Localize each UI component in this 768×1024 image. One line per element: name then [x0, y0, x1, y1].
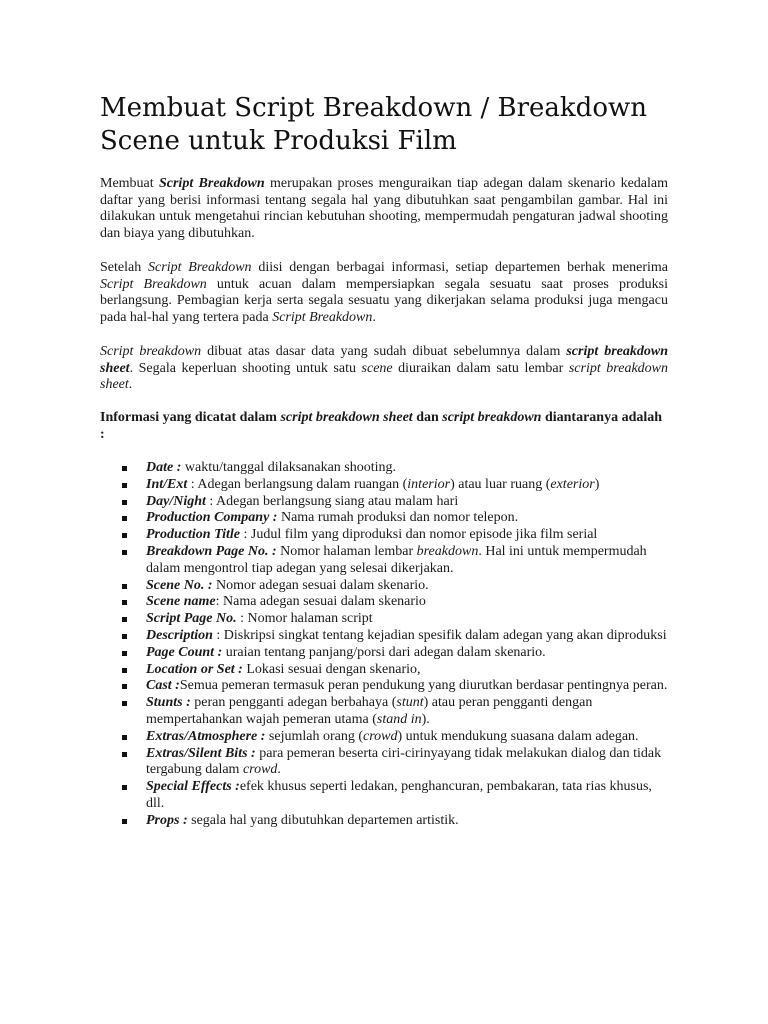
list-item [120, 695, 668, 729]
item-term: Cast : [146, 678, 180, 694]
intro-paragraph [100, 176, 668, 243]
list-item [120, 494, 668, 511]
list-item [120, 628, 668, 645]
item-description: : Judul film yang diproduksi dan nomor episode jika film serial [239, 527, 598, 543]
square-bullet-icon [122, 466, 127, 471]
page-title: Membuat Script Breakdown / Breakdown Scene untuk Produksi Film [100, 93, 647, 156]
square-bullet-icon [122, 500, 127, 505]
item-description: waktu/tanggal dilaksanakan shooting. [181, 460, 397, 475]
square-bullet-icon [122, 483, 127, 488]
item-description: Nama rumah produksi dan nomor telepon. [277, 510, 519, 526]
item-term: Scene name [146, 594, 216, 610]
item-description: : Nama adegan sesuai dalam skenario [215, 594, 426, 610]
item-description: ) [594, 476, 600, 492]
item-description: ). [421, 711, 430, 727]
emphasis-text: stunt [396, 695, 424, 711]
item-description: . [277, 762, 281, 778]
list-item [120, 645, 668, 662]
emphasis-text: stand in [376, 711, 422, 727]
text-run: diantaranya adalah : [100, 410, 663, 442]
text-run: dan [412, 410, 443, 425]
item-description: Semua pemeran termasuk peran pendukung yang diurutkan berdasar pentingnya peran. [179, 678, 668, 694]
emphasis-text: Script Breakdown [100, 276, 207, 292]
text-run: diisi dengan berbagai informasi, setiap departemen berhak menerima [251, 260, 668, 275]
text-run: Membuat [100, 176, 159, 191]
item-description: . Hal ini untuk mempermudah dalam mengontrol tiap adegan yang selesai dikerjakan. [146, 543, 647, 576]
emphasis-text: Script breakdown [100, 344, 202, 359]
item-description: Nomor adegan sesuai dalam skenario. [212, 577, 429, 593]
emphasis-text: exterior [550, 476, 595, 492]
emphasis-text: scene [361, 360, 393, 376]
item-description: : Adegan berlangsung dalam ruangan ( [187, 476, 408, 492]
text-run: Informasi yang dicatat dalam [100, 410, 281, 425]
emphasis-text: breakdown [416, 543, 479, 559]
square-bullet-icon [122, 785, 127, 790]
square-bullet-icon [122, 819, 127, 824]
list-item [120, 510, 668, 527]
list-item [120, 779, 668, 813]
item-term: Page Count : [146, 644, 223, 660]
square-bullet-icon [122, 634, 127, 639]
item-description: ) untuk mendukung suasana dalam adegan. [397, 728, 639, 744]
square-bullet-icon [122, 735, 127, 740]
item-term: Breakdown Page No. : [146, 543, 277, 559]
item-term: Script Page No. [146, 611, 237, 627]
item-term: Production Company : [146, 510, 278, 526]
list-item [120, 594, 668, 611]
text-run: . [372, 310, 376, 326]
item-term: Extras/Atmosphere : [146, 728, 266, 744]
list-item [120, 678, 668, 695]
emphasis-text: Script Breakdown [158, 176, 265, 191]
item-description: peran pengganti adegan berbahaya ( [190, 695, 397, 711]
square-bullet-icon [122, 600, 127, 605]
item-term: Special Effects : [146, 779, 240, 795]
list-item [120, 527, 668, 544]
item-term: Scene No. : [146, 577, 213, 593]
square-bullet-icon [122, 617, 127, 622]
square-bullet-icon [122, 684, 127, 689]
item-term: Production Title [146, 527, 240, 543]
emphasis-text: crowd [242, 762, 278, 778]
text-run: . Segala keperluan shooting untuk satu [129, 360, 362, 376]
item-description: Lokasi sesuai dengan skenario, [242, 661, 421, 677]
emphasis-text: crowd [363, 728, 398, 744]
department-paragraph [100, 260, 668, 327]
item-description: uraian tentang panjang/porsi dari adegan dalam skenario. [222, 644, 546, 660]
square-bullet-icon [122, 651, 127, 656]
text-run: untuk acuan dalam mempersiapkan segala sesuatu saat proses produksi berlangsung. Pembagian kerja serta segala sesuatu yang dikerjakan selama produksi juga mengacu pada hal-hal yang tertera pada [100, 276, 668, 326]
text-run: Setelah [100, 260, 149, 275]
item-description: para pemeran beserta ciri-cirinyayang tidak melakukan dialog dan tidak tergabung dalam [146, 745, 662, 778]
square-bullet-icon [122, 584, 127, 589]
list-item [120, 544, 668, 578]
square-bullet-icon [122, 701, 127, 706]
square-bullet-icon [122, 516, 127, 521]
item-description: : Nomor halaman script [236, 611, 373, 627]
emphasis-text: Script Breakdown [272, 310, 373, 326]
square-bullet-icon [122, 550, 127, 555]
sheet-paragraph [100, 344, 668, 394]
emphasis-text: script breakdown sheet [280, 410, 413, 425]
strong-emphasis-text: script breakdown sheet [100, 344, 668, 376]
list-item [120, 746, 668, 780]
square-bullet-icon [122, 668, 127, 673]
item-description: sejumlah orang ( [265, 728, 363, 744]
item-term: Day/Night [146, 493, 206, 509]
square-bullet-icon [122, 752, 127, 757]
list-item [120, 729, 668, 746]
text-run: . [128, 377, 133, 393]
list-item [120, 611, 668, 628]
item-term: Stunts : [146, 695, 191, 711]
text-run: merupakan proses menguraikan tiap adegan dalam skenario kedalam daftar yang berisi informasi tentang segala hal yang dibutuhkan saat pengambilan gambar. Hal ini dilakukan untuk mengetahui rincian kebutuhan shooting, mempermudah pengaturan jadwal shooting dan biaya yang dibutuhkan. [100, 176, 668, 242]
item-term: Int/Ext [146, 476, 188, 492]
text-run: dibuat atas dasar data yang sudah dibuat sebelumnya dalam [201, 344, 567, 359]
list-item [120, 578, 668, 595]
item-description: ) atau luar ruang ( [450, 476, 551, 492]
item-description: efek khusus seperti ledakan, penghancuran, pembakaran, tata rias khusus, dll. [146, 779, 652, 811]
item-term: Location or Set : [146, 661, 243, 677]
emphasis-text: script breakdown [442, 410, 542, 425]
text-run: diuraikan dalam satu lembar [392, 360, 569, 376]
item-term: Props : [146, 812, 188, 828]
breakdown-info-list [120, 460, 668, 830]
item-description: : Adegan berlangsung siang atau malam hari [205, 493, 459, 509]
list-item [120, 662, 668, 679]
item-description: segala hal yang dibutuhkan departemen artistik. [187, 812, 459, 828]
item-term: Extras/Silent Bits : [146, 745, 256, 761]
list-item [120, 460, 668, 477]
square-bullet-icon [122, 533, 127, 538]
list-item [120, 477, 668, 494]
list-item [120, 813, 668, 830]
emphasis-text: interior [407, 476, 451, 492]
item-description: Nomor halaman lembar [276, 543, 417, 559]
list-heading [100, 410, 668, 443]
item-term: Date : [146, 460, 182, 475]
item-description: : Diskripsi singkat tentang kejadian spesifik dalam adegan yang akan diproduksi [212, 627, 667, 643]
item-term: Description [146, 627, 213, 643]
emphasis-text: Script Breakdown [148, 260, 252, 275]
emphasis-text: script breakdown sheet [100, 360, 668, 393]
item-description: ) atau peran pengganti dengan mempertahankan wajah pemeran utama ( [146, 695, 593, 727]
